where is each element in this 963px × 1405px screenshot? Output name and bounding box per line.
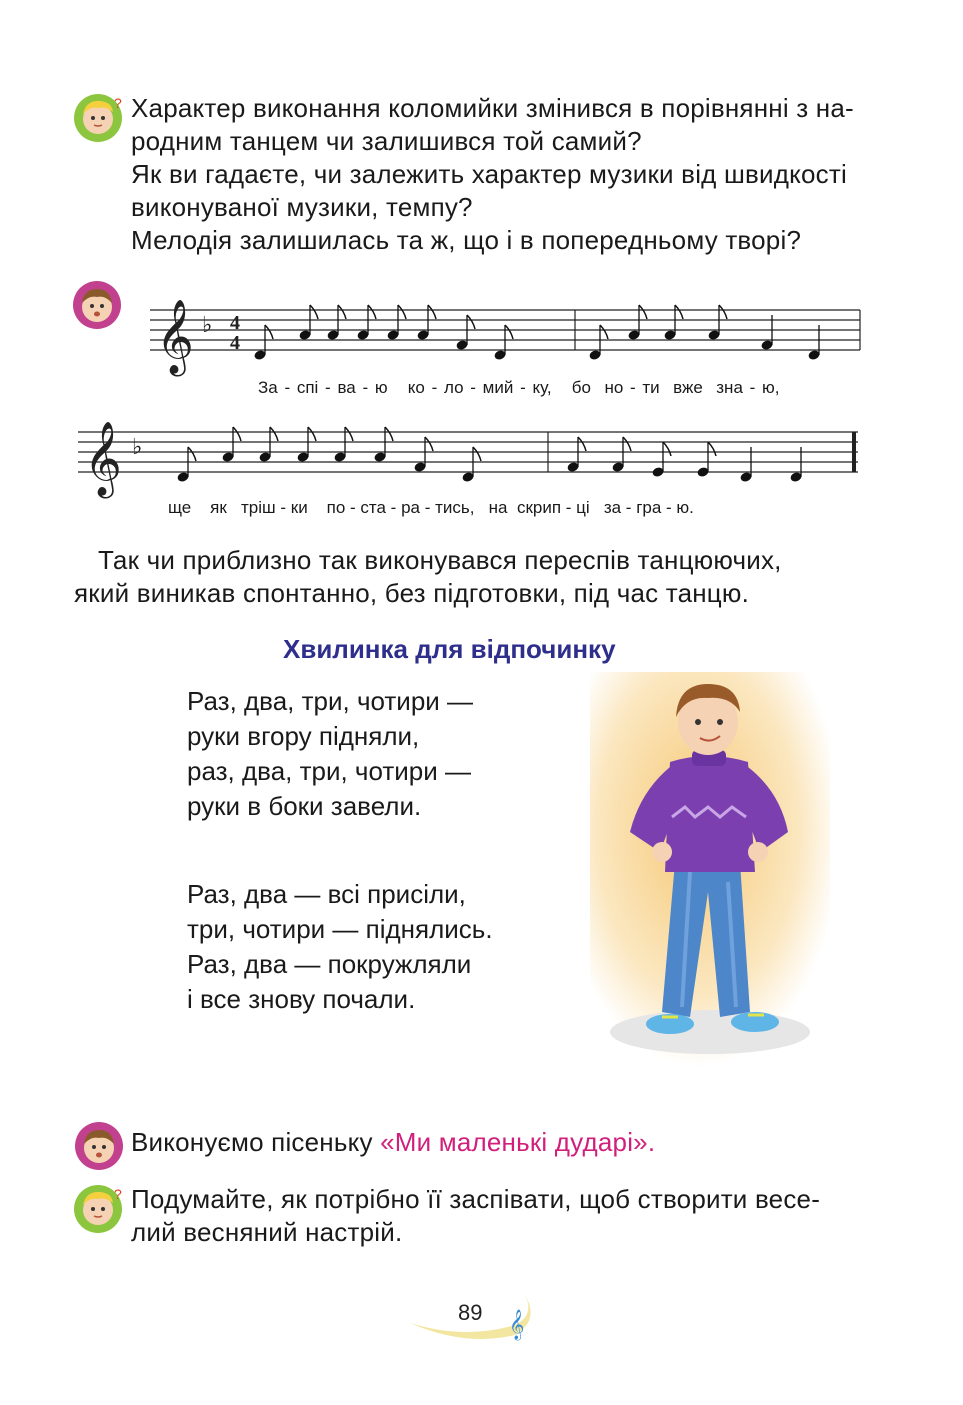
question-line-2: родним танцем чи залишився той самий?: [131, 126, 642, 156]
lyric: на: [488, 498, 508, 517]
lyric: ще: [168, 498, 192, 517]
question-paragraph: [131, 92, 891, 257]
lyric: но: [604, 378, 624, 397]
lyric: вже: [673, 378, 703, 397]
task-2: [131, 1183, 871, 1249]
lyric: ва: [337, 378, 356, 397]
lyric: ло: [443, 378, 464, 397]
lyric: ю: [374, 378, 388, 397]
note-flag: [663, 442, 671, 456]
note-flag: [600, 325, 608, 339]
lyric: бо: [571, 378, 591, 397]
lyric: ра: [401, 498, 420, 517]
lyric: ю,: [762, 378, 780, 397]
question-line-1: Характер виконання коломийки змінився в порівнянні з на-: [131, 93, 854, 123]
task-1-text: Виконуємо пісеньку: [131, 1127, 381, 1157]
lyric-hyphen: -: [661, 498, 677, 517]
singing-boy-icon: [74, 1121, 124, 1176]
lyric-hyphen: -: [424, 378, 444, 397]
lyric: тись,: [435, 498, 475, 517]
notes-group-1: [253, 305, 820, 361]
thinking-child-icon: [72, 92, 124, 149]
rest-section-heading: Хвилинка для відпочинку: [283, 634, 616, 664]
note-flag: [233, 427, 241, 441]
lyric: по: [326, 498, 346, 517]
lyric: ці: [576, 498, 590, 517]
singing-boy-icon: [72, 280, 122, 335]
note-flag: [398, 305, 406, 319]
note-flag: [265, 325, 273, 339]
poem-line: руки в боки завели.: [187, 791, 422, 821]
lyric: зна: [716, 378, 743, 397]
note-flag: [270, 427, 278, 441]
lyric: скрип: [516, 498, 562, 517]
page-number: 89: [458, 1300, 483, 1325]
flat-sign: ♭: [132, 435, 143, 460]
music-staff-2: [78, 412, 868, 507]
lyric-hyphen: -: [419, 498, 436, 517]
note-flag: [578, 437, 586, 451]
lyric-hyphen: -: [385, 498, 402, 517]
note-flag: [623, 437, 631, 451]
treble-clef-icon: 𝄞: [84, 422, 122, 496]
note-flag: [425, 437, 433, 451]
note-flag: [467, 315, 475, 329]
note-flag: [338, 305, 346, 319]
note-flag: [308, 427, 316, 441]
notes-group-2: [176, 427, 802, 483]
lyric: ку,: [532, 378, 552, 397]
lyric: ко: [407, 378, 425, 397]
lyric-hyphen: -: [742, 378, 763, 397]
time-signature-bottom: 4: [230, 332, 240, 354]
description-line-2: який виникав спонтанно, без підготовки, під час танцю.: [74, 578, 750, 608]
task-1: [131, 1126, 655, 1159]
lyric: ки: [290, 498, 308, 517]
note-flag: [473, 447, 481, 461]
description-line-1: Так чи приблизно так виконувався переспів танцюючих,: [98, 545, 782, 575]
note-flag: [385, 427, 393, 441]
flat-sign: ♭: [202, 313, 213, 338]
note-flag: [675, 305, 683, 319]
description-paragraph: [74, 544, 874, 610]
song-title: «Ми маленькі дударі».: [380, 1127, 656, 1157]
note-flag: [719, 305, 727, 319]
question-line-3: Як ви гадаєте, чи залежить характер музики від швидкості: [131, 159, 847, 189]
question-line-4: виконуваної музики, темпу?: [131, 192, 473, 222]
lyric: ста: [360, 498, 386, 517]
lyric: спі: [296, 378, 319, 397]
note-flag: [428, 305, 436, 319]
lyric-hyphen: -: [513, 378, 533, 397]
lyric: тріш: [241, 498, 276, 517]
poem-line: Раз, два — покружляли: [187, 949, 472, 979]
lyric-hyphen: -: [561, 498, 577, 517]
poem-line: і все знову почали.: [187, 984, 416, 1014]
lyric: мий: [482, 378, 514, 397]
task-2-line-2: лий весняний настрій.: [131, 1217, 403, 1247]
lyrics-line-1: [258, 378, 858, 398]
poem-line: Раз, два, три, чотири —: [187, 686, 474, 716]
poem-line: руки вгору підняли,: [187, 721, 420, 751]
note-flag: [188, 447, 196, 461]
music-staff-1: [150, 290, 870, 385]
lyric: гра: [636, 498, 662, 517]
lyric-hyphen: -: [463, 378, 483, 397]
time-signature-top: 4: [230, 312, 240, 334]
note-flag: [368, 305, 376, 319]
lyric: ти: [642, 378, 660, 397]
note-flag: [708, 442, 716, 456]
note-flag: [505, 325, 513, 339]
svg-text:?: ?: [114, 1186, 122, 1202]
lyrics-line-2: [168, 498, 868, 518]
task-2-line-1: Подумайте, як потрібно її заспівати, щоб створити весе-: [131, 1184, 821, 1214]
poem-stanza-2: [187, 877, 493, 1017]
thinking-child-icon: [72, 1183, 124, 1240]
lyric: За: [258, 378, 278, 397]
svg-text:?: ?: [114, 95, 122, 111]
poem-stanza-1: [187, 684, 473, 824]
lyric: за: [603, 498, 622, 517]
note-flag: [310, 305, 318, 319]
lyric-hyphen: -: [623, 378, 643, 397]
poem-line: Раз, два — всі присіли,: [187, 879, 466, 909]
note-flag: [345, 427, 353, 441]
lyric-hyphen: -: [275, 498, 291, 517]
boy-illustration: [590, 672, 830, 1072]
lyric: як: [210, 498, 227, 517]
lyric-hyphen: -: [345, 498, 361, 517]
treble-clef-icon: 𝄞: [509, 1310, 525, 1340]
lyric-hyphen: -: [318, 378, 338, 397]
lyric-hyphen: -: [621, 498, 637, 517]
lyric: ю.: [676, 498, 694, 517]
note-flag: [639, 305, 647, 319]
question-line-5: Мелодія залишилась та ж, що і в попередньому творі?: [131, 225, 802, 255]
lyric-hyphen: -: [355, 378, 375, 397]
poem-line: раз, два, три, чотири —: [187, 756, 472, 786]
poem-line: три, чотири — піднялись.: [187, 914, 493, 944]
treble-clef-icon: 𝄞: [156, 300, 194, 374]
lyric-hyphen: -: [277, 378, 297, 397]
